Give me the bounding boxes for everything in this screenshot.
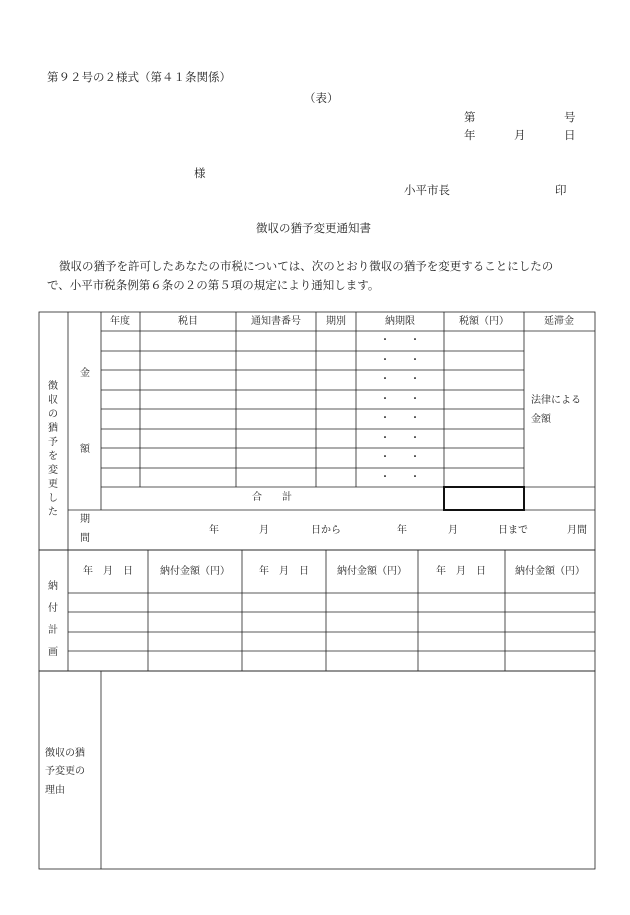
amount-label-top: 金: [80, 368, 90, 379]
page-title: 徴収の猶予変更通知書: [256, 221, 371, 235]
due-date-dots: ・ ・: [380, 472, 420, 483]
body-line-1: 徴収の猶予を許可したあなたの市税については、次のとおり徴収の猶予を変更することにしたの: [59, 259, 554, 273]
plan-amount-header-3: 納付金額（円）: [515, 566, 585, 577]
due-date-dots: ・ ・: [380, 335, 420, 346]
date-day: 日: [564, 128, 576, 142]
due-date-dots: ・ ・: [380, 433, 420, 444]
surcharge-note-line-1: 法律による: [531, 395, 581, 406]
plan-date-header-1: 年 月 日: [83, 566, 133, 577]
due-date-dots: ・ ・: [380, 394, 420, 405]
col-due-date: 納期限: [385, 316, 415, 327]
due-date-dots: ・ ・: [380, 413, 420, 424]
body-line-2: で、小平市税条例第６条の２の第５項の規定により通知します。: [47, 278, 380, 292]
total-label: 合 計: [252, 492, 292, 503]
period-label-top: 期: [80, 514, 90, 525]
plan-amount-header-2: 納付金額（円）: [337, 566, 407, 577]
plan-date-header-2: 年 月 日: [259, 566, 309, 577]
amount-label-bottom: 額: [80, 444, 90, 455]
col-surcharge: 延滞金: [544, 316, 574, 327]
period-from-day: 日から: [311, 525, 341, 536]
surcharge-note-line-2: 金額: [531, 414, 551, 425]
col-tax-item: 税目: [178, 316, 198, 327]
col-term: 期別: [326, 316, 346, 327]
period-to-month: 月: [448, 525, 458, 536]
date-year: 年: [464, 128, 476, 142]
reason-label-line-3: 理由: [45, 785, 65, 796]
period-label-bottom: 間: [80, 533, 90, 544]
plan-date-header-3: 年 月 日: [436, 566, 486, 577]
col-notice-number: 通知書番号: [251, 316, 301, 327]
col-tax-amount: 税額（円）: [459, 316, 509, 327]
form-side: （表）: [304, 91, 339, 105]
doc-number-prefix: 第: [464, 110, 476, 124]
period-months: 月間: [567, 525, 587, 536]
recipient-suffix: 様: [194, 166, 206, 180]
period-from-month: 月: [259, 525, 269, 536]
section-label-changed: 徴収の猶予を変更した: [48, 381, 58, 518]
payment-plan-label: 納付計画: [48, 581, 58, 658]
doc-number-suffix: 号: [564, 110, 576, 124]
seal: 印: [555, 183, 567, 197]
due-date-dots: ・ ・: [380, 374, 420, 385]
plan-amount-header-1: 納付金額（円）: [160, 566, 230, 577]
period-from-year: 年: [209, 525, 219, 536]
period-to-day: 日まで: [498, 525, 528, 536]
due-date-dots: ・ ・: [380, 355, 420, 366]
col-fiscal-year: 年度: [110, 316, 130, 327]
form-number: 第９２号の２様式（第４１条関係）: [47, 70, 231, 84]
date-month: 月: [514, 128, 526, 142]
due-date-dots: ・ ・: [380, 452, 420, 463]
issuer: 小平市長: [404, 183, 450, 197]
reason-label-line-1: 徴収の猶: [45, 748, 85, 759]
reason-label-line-2: 予変更の: [45, 766, 85, 777]
period-to-year: 年: [397, 525, 407, 536]
